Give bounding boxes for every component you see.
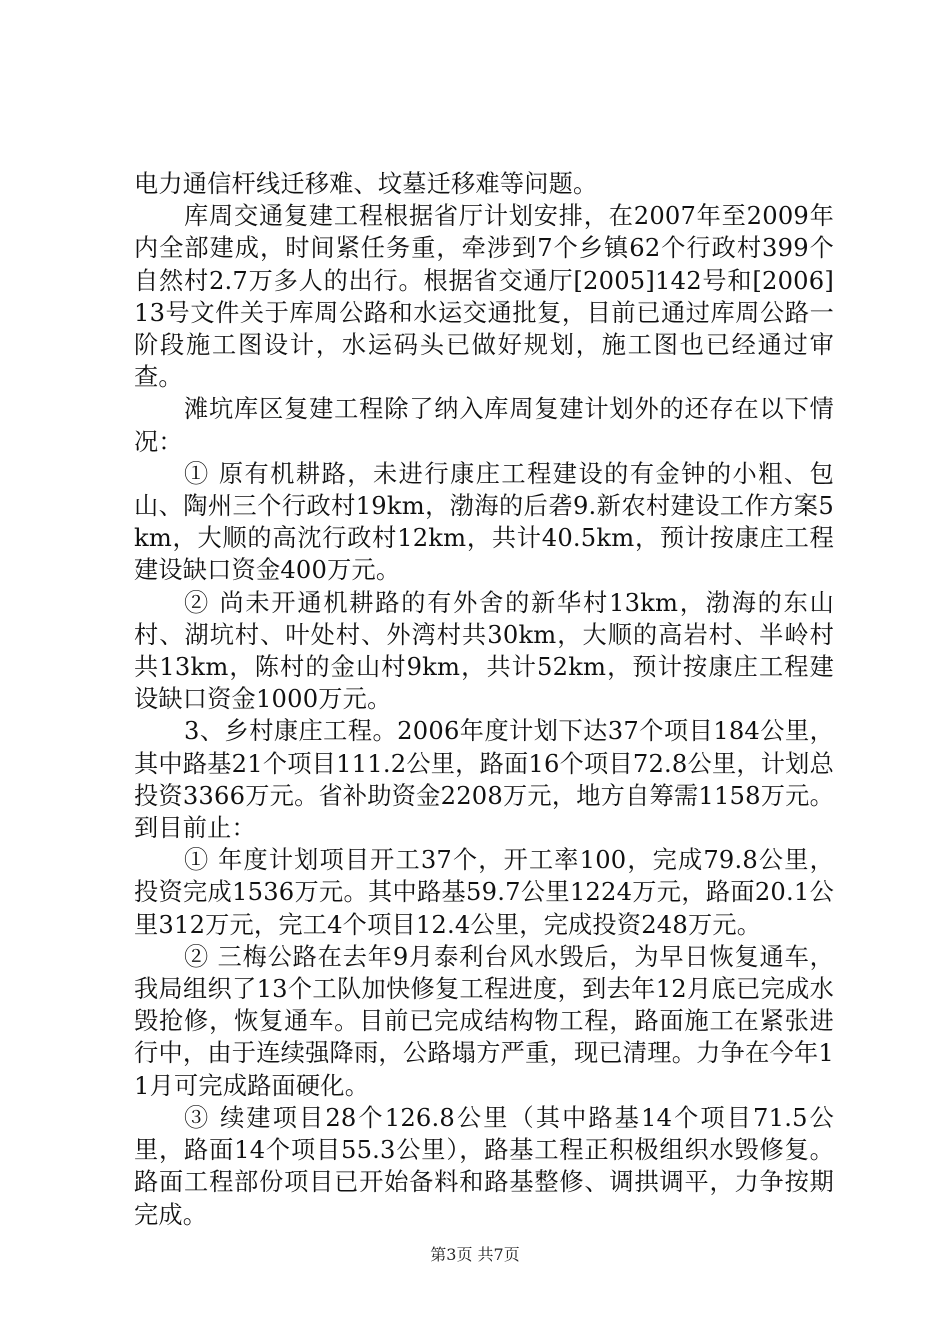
- document-body: [134, 168, 834, 1231]
- paragraph-sanmei-road: ② 三梅公路在去年9月泰利台风水毁后，为早日恢复通车，我局组织了13个工队加快修复工程进度，到去年12月底已完成水毁抢修，恢复通车。目前已完成结构物工程，路面施工在紧张进行中，由于连续强降雨，公路塌方严重，现已清理。力争在今年11月可完成路面硬化。: [134, 942, 834, 1100]
- paragraph-continuation: 电力通信杆线迁移难、坟墓迁移难等问题。: [134, 170, 598, 198]
- paragraph-continued-projects: ③ 续建项目28个126.8公里（其中路基14个项目71.5公里，路面14个项目55.3公里），路基工程正积极组织水毁修复。路面工程部份项目已开始备料和路基整修、调拱调平，力争按期完成。: [134, 1103, 834, 1229]
- paragraph-reservoir-traffic: 库周交通复建工程根据省厅计划安排，在2007年至2009年内全部建成，时间紧任务重，牵涉到7个乡镇62个行政村399个自然村2.7万多人的出行。根据省交通厅[2005]142号和[2006]13号文件关于库周公路和水运交通批复，目前已通过库周公路一阶段施工图设计，水运码头已做好规划，施工图也已经通过审查。: [134, 202, 834, 392]
- paragraph-section-3-kangzhuang: 3、乡村康庄工程。2006年度计划下达37个项目184公里，其中路基21个项目111.2公里，路面16个项目72.8公里，计划总投资3366万元。省补助资金2208万元，地方自筹需1158万元。到目前止：: [134, 717, 834, 843]
- paragraph-tankeng-situation: 滩坑库区复建工程除了纳入库周复建计划外的还存在以下情况：: [134, 395, 834, 456]
- paragraph-item-1-existing-roads: ① 原有机耕路，未进行康庄工程建设的有金钟的小粗、包山、陶州三个行政村19km，渤海的后砻9.新农村建设工作方案5km，大顺的高沈行政村12km，共计40.5km，预计按康庄工程建设缺口资金400万元。: [134, 459, 834, 585]
- page-number-footer: 第3页 共7页: [430, 1245, 520, 1264]
- paragraph-item-2-unopened-roads: ② 尚未开通机耕路的有外舍的新华村13km，渤海的东山村、湖坑村、叶处村、外湾村共30km，大顺的高岩村、半岭村共13km，陈村的金山村9km，共计52km，预计按康庄工程建设缺口资金1000万元。: [134, 588, 834, 714]
- paragraph-annual-plan-progress: ① 年度计划项目开工37个，开工率100，完成79.8公里，投资完成1536万元。其中路基59.7公里1224万元，路面20.1公里312万元，完工4个项目12.4公里，完成投资248万元。: [134, 846, 834, 939]
